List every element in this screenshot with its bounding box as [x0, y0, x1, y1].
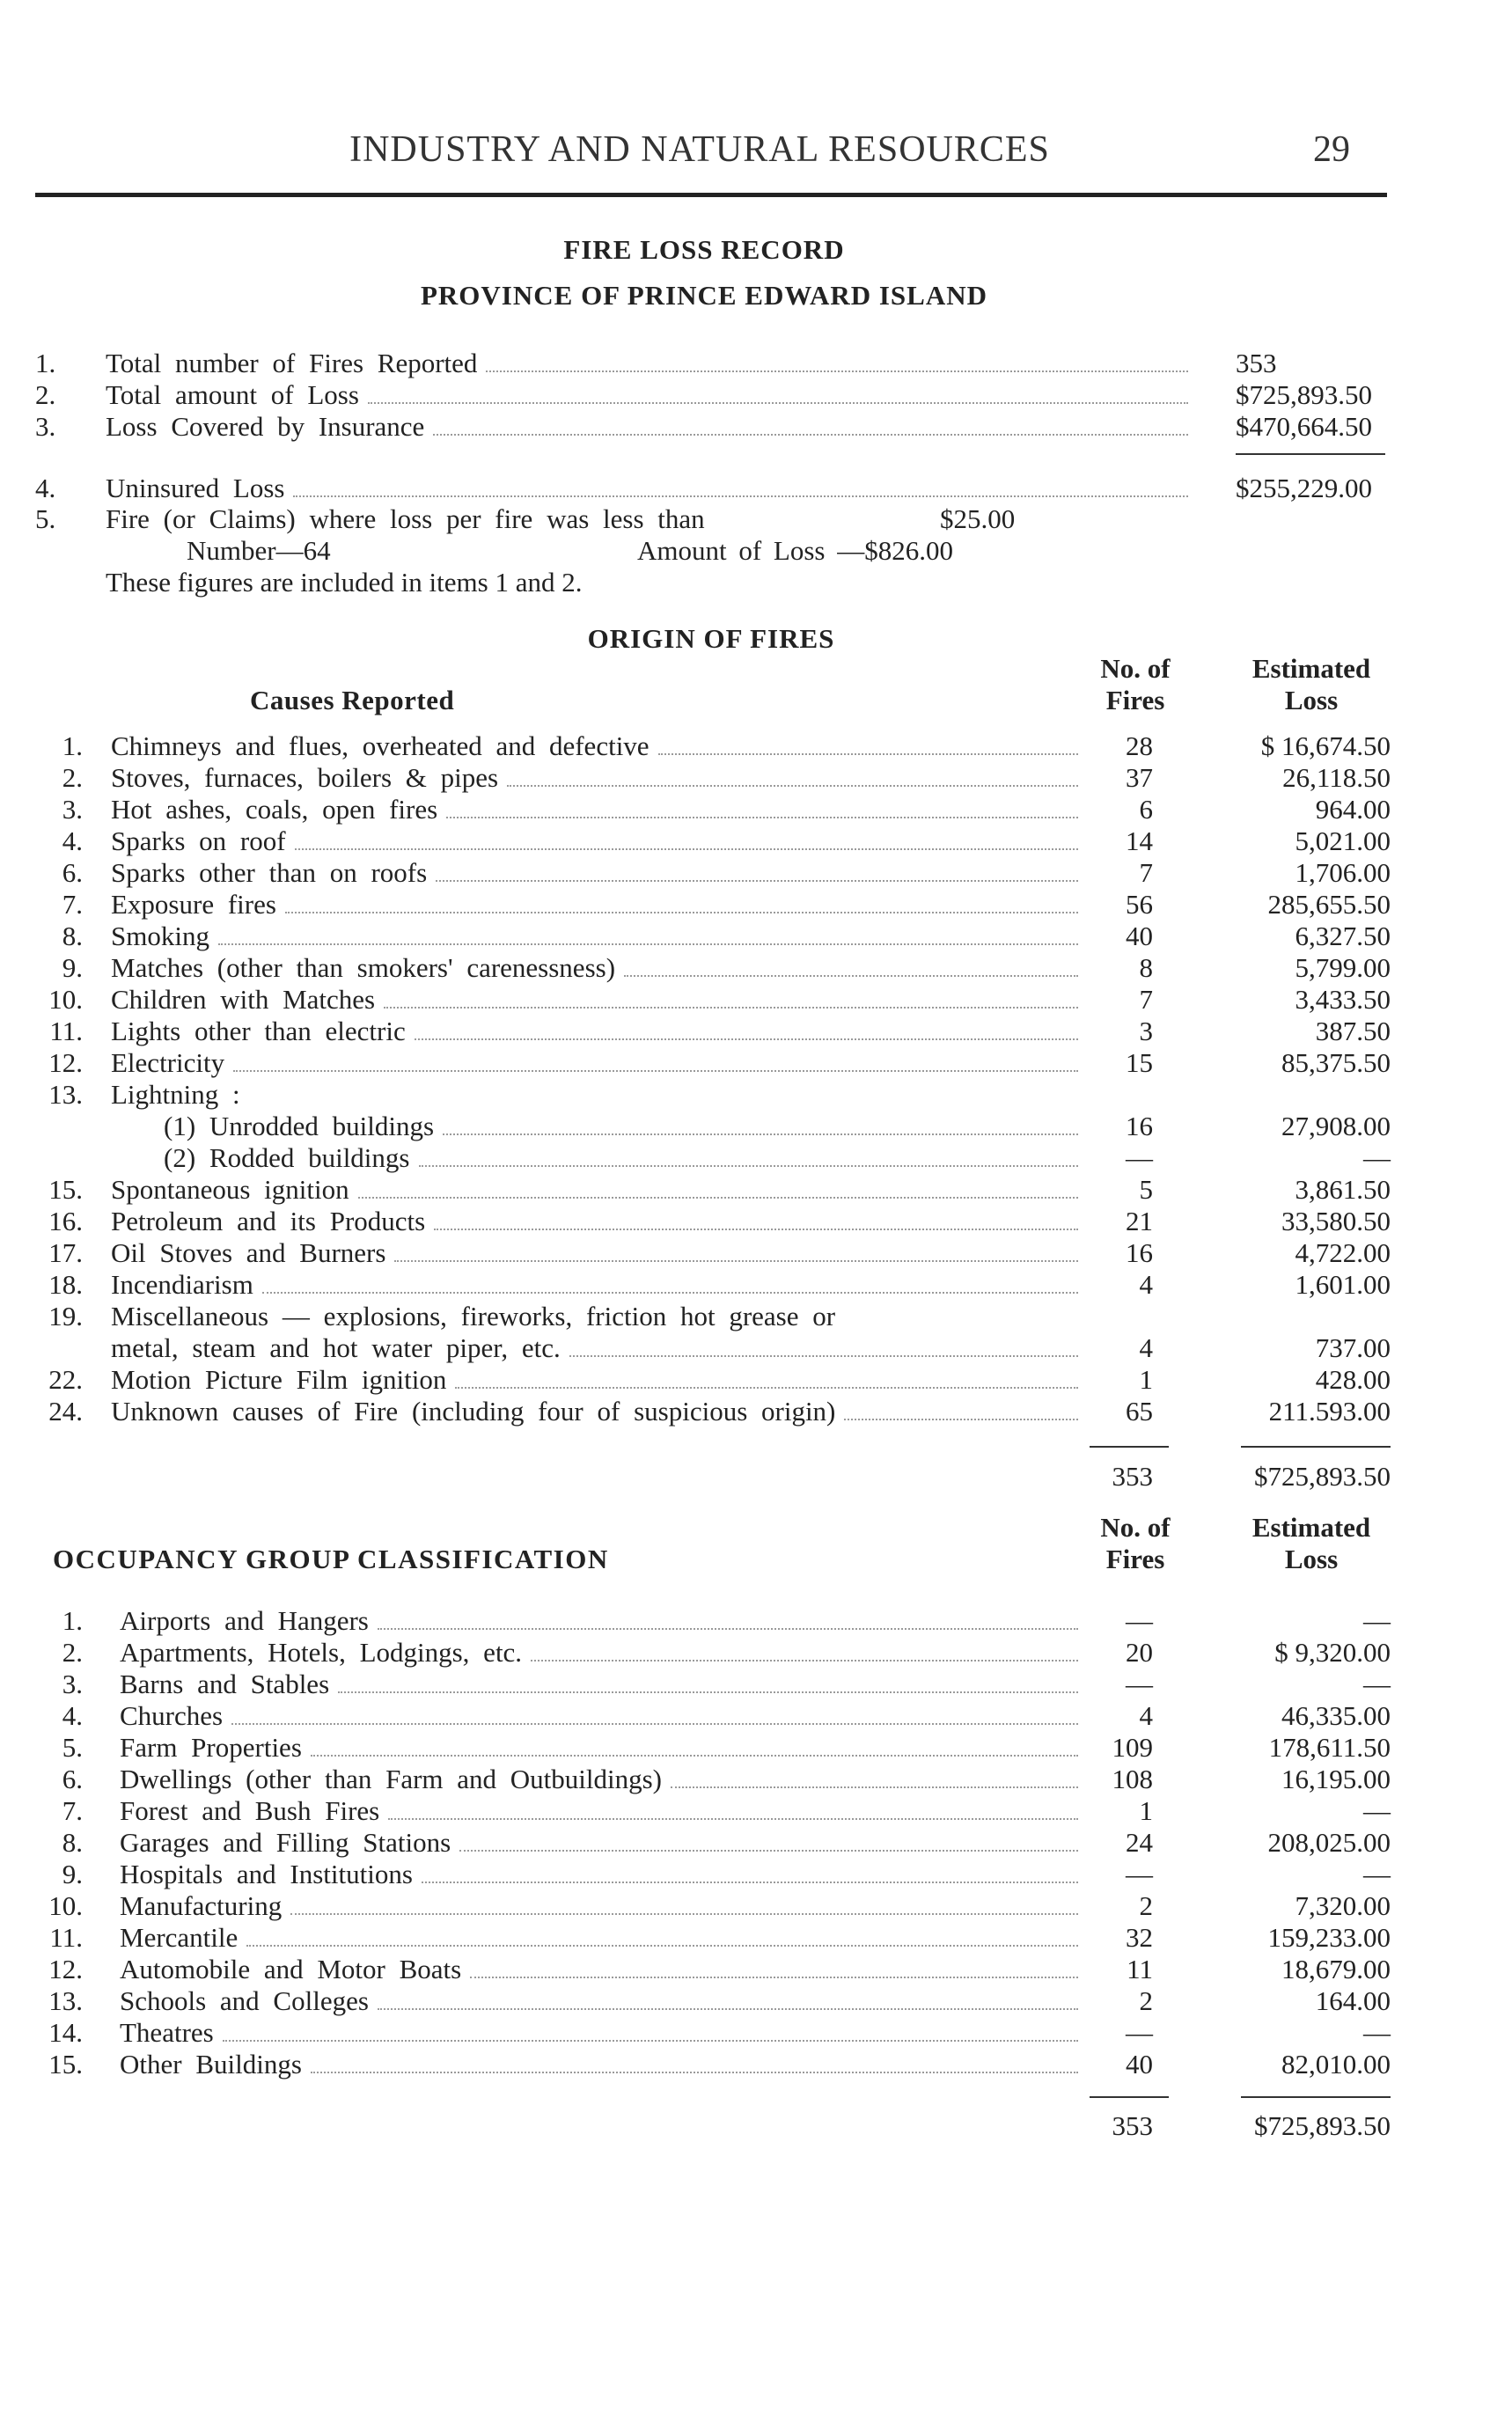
row-fires: 11	[1127, 1954, 1153, 1984]
row-fires: 5	[1139, 1174, 1153, 1205]
row-number: 22.	[48, 1364, 83, 1395]
origin-row	[0, 1237, 1512, 1269]
occ-row	[0, 1795, 1512, 1827]
row-loss: 27,908.00	[1281, 1111, 1391, 1141]
row-loss: 26,118.50	[1282, 762, 1391, 793]
row-label: Sparks other than on roofs	[111, 857, 428, 888]
item-value: $255,229.00	[1236, 473, 1372, 503]
item-5-detail	[0, 535, 1512, 567]
running-head: INDUSTRY AND NATURAL RESOURCES	[349, 129, 1050, 170]
item-number: 5.	[35, 503, 56, 534]
origin-title: ORIGIN OF FIRES	[587, 623, 835, 654]
row-number: 12.	[48, 1954, 83, 1984]
row-label: Theatres	[120, 2017, 214, 2048]
origin-row	[0, 857, 1512, 889]
dot-leader	[311, 1732, 1078, 1757]
dot-leader	[218, 921, 1078, 945]
origin-row	[0, 1016, 1512, 1047]
occ-total-loss: $725,893.50	[1254, 2110, 1391, 2141]
loss-header	[1223, 653, 1399, 716]
row-number: 11.	[49, 1016, 83, 1046]
origin-total-fires: 353	[1112, 1461, 1153, 1492]
row-loss: 164.00	[1315, 1985, 1391, 2016]
row-label: Chimneys and flues, overheated and defective	[111, 730, 650, 761]
fire-loss-title: FIRE LOSS RECORD	[563, 234, 845, 265]
row-loss: 737.00	[1315, 1332, 1391, 1363]
row-label: Lights other than electric	[111, 1016, 406, 1046]
row-fires: 32	[1126, 1922, 1153, 1953]
page-number: 29	[1313, 129, 1350, 170]
row-loss: $ 16,674.50	[1260, 730, 1391, 761]
row-fires: 4	[1139, 1332, 1153, 1363]
dot-leader	[507, 762, 1078, 787]
row-fires: 1	[1139, 1795, 1153, 1826]
row-loss: 46,335.00	[1281, 1700, 1391, 1731]
row-number: 1.	[62, 1605, 83, 1636]
row-fires: 1	[1139, 1364, 1153, 1395]
summary-item	[0, 348, 1512, 379]
row-loss: 428.00	[1315, 1364, 1391, 1395]
occ-row	[0, 1732, 1512, 1764]
row-label: Barns and Stables	[120, 1669, 330, 1699]
note-text: These figures are included in items 1 and 2.	[106, 567, 583, 598]
row-number: 15.	[48, 2049, 83, 2080]
dot-leader	[338, 1669, 1078, 1693]
row-loss: 85,375.50	[1281, 1047, 1391, 1078]
row-label: Smoking	[111, 921, 209, 951]
item-number: 3.	[35, 411, 56, 442]
row-fires: 24	[1126, 1827, 1153, 1858]
occ-row	[0, 1700, 1512, 1732]
item-number: 4.	[35, 473, 56, 503]
occ-row	[0, 1764, 1512, 1795]
row-loss: $ 9,320.00	[1274, 1637, 1391, 1668]
dot-leader	[293, 473, 1188, 497]
loss-header-line2: Loss	[1284, 685, 1339, 715]
row-number: 7.	[62, 889, 83, 920]
occ-row	[0, 1827, 1512, 1859]
row-fires: —	[1126, 1669, 1153, 1699]
row-loss: 7,320.00	[1295, 1890, 1391, 1921]
row-number: 2.	[62, 762, 83, 793]
row-number: 17.	[48, 1237, 83, 1268]
row-number: 19.	[48, 1301, 83, 1331]
row-fires: 3	[1139, 1016, 1153, 1046]
dot-leader	[384, 984, 1078, 1009]
row-loss: 5,021.00	[1295, 825, 1391, 856]
row-fires: 40	[1126, 2049, 1153, 2080]
origin-total-loss: $725,893.50	[1254, 1461, 1391, 1492]
row-number: 18.	[48, 1269, 83, 1300]
row-number: 8.	[62, 921, 83, 951]
row-fires: 7	[1139, 984, 1153, 1015]
row-fires: —	[1126, 1142, 1153, 1173]
row-loss: —	[1363, 1859, 1391, 1889]
row-label: (1) Unrodded buildings	[164, 1111, 435, 1141]
row-loss: 82,010.00	[1281, 2049, 1391, 2080]
dot-leader	[446, 794, 1078, 818]
fires-header-line2: Fires	[1105, 685, 1165, 715]
occ-total-fires: 353	[1112, 2110, 1153, 2141]
row-fires: 21	[1126, 1206, 1153, 1236]
dot-leader	[233, 1047, 1078, 1072]
amount-text: Amount of Loss —$826.00	[637, 535, 953, 566]
row-number: 10.	[48, 1890, 83, 1921]
dot-leader	[658, 730, 1078, 755]
item-number: 2.	[35, 379, 56, 410]
row-label: Petroleum and its Products	[111, 1206, 426, 1236]
dot-leader	[455, 1364, 1078, 1389]
row-loss: 33,580.50	[1281, 1206, 1391, 1236]
dot-leader	[470, 1954, 1078, 1978]
row-number: 5.	[62, 1732, 83, 1763]
fires-header	[1065, 653, 1206, 716]
dot-leader	[358, 1174, 1078, 1199]
origin-row	[0, 762, 1512, 794]
item-label: Uninsured Loss	[106, 473, 285, 503]
province-subtitle: PROVINCE OF PRINCE EDWARD ISLAND	[420, 280, 987, 311]
number-text: Number—64	[187, 535, 331, 566]
row-fires: 56	[1126, 889, 1153, 920]
row-fires: 4	[1139, 1269, 1153, 1300]
item-label: Fire (or Claims) where loss per fire was less than	[106, 503, 705, 534]
item-label: Total amount of Loss	[106, 379, 359, 410]
row-fires: 37	[1126, 762, 1153, 793]
dot-leader	[295, 825, 1078, 850]
row-number: 14.	[48, 2017, 83, 2048]
row-label: Automobile and Motor Boats	[120, 1954, 462, 1984]
row-label: Farm Properties	[120, 1732, 302, 1763]
row-number: 11.	[49, 1922, 83, 1953]
dot-leader	[433, 411, 1188, 436]
row-number: 1.	[62, 730, 83, 761]
row-label: Airports and Hangers	[120, 1605, 369, 1636]
origin-row	[0, 730, 1512, 762]
occ-loss-header-line1: Estimated	[1251, 1512, 1371, 1543]
row-fires: 6	[1139, 794, 1153, 825]
occ-row	[0, 1890, 1512, 1922]
occ-total-row	[0, 2110, 1512, 2142]
row-loss: 211.593.00	[1268, 1396, 1391, 1427]
row-number: 9.	[62, 952, 83, 983]
row-label: Apartments, Hotels, Lodgings, etc.	[120, 1637, 523, 1668]
row-label: Forest and Bush Fires	[120, 1795, 380, 1826]
row-loss: 1,601.00	[1295, 1269, 1391, 1300]
row-fires: —	[1126, 2017, 1153, 2048]
fires-header-line1: No. of	[1100, 653, 1171, 684]
row-number: 4.	[62, 1700, 83, 1731]
origin-row	[0, 1079, 1512, 1111]
row-label: Oil Stoves and Burners	[111, 1237, 386, 1268]
dot-leader	[531, 1637, 1078, 1661]
row-loss: 387.50	[1315, 1016, 1391, 1046]
dot-leader	[486, 348, 1188, 372]
origin-row	[0, 921, 1512, 952]
row-label: Garages and Filling Stations	[120, 1827, 451, 1858]
row-label: Sparks on roof	[111, 825, 286, 856]
occ-fires-header-line1: No. of	[1100, 1512, 1171, 1543]
dot-leader	[419, 1142, 1079, 1167]
dot-leader	[378, 1605, 1078, 1630]
row-fires: 4	[1139, 1700, 1153, 1731]
summary-item	[0, 379, 1512, 411]
row-label: Spontaneous ignition	[111, 1174, 349, 1205]
row-number: 3.	[62, 1669, 83, 1699]
row-label: Manufacturing	[120, 1890, 283, 1921]
row-fires: 65	[1126, 1396, 1153, 1427]
row-loss: 159,233.00	[1267, 1922, 1391, 1953]
dot-leader	[443, 1111, 1078, 1135]
origin-row	[0, 1174, 1512, 1206]
row-loss: 6,327.50	[1295, 921, 1391, 951]
row-label: Miscellaneous — explosions, fireworks, friction hot grease or	[111, 1301, 836, 1331]
dot-leader	[368, 379, 1188, 404]
dot-leader	[378, 1985, 1078, 2010]
origin-row	[0, 1206, 1512, 1237]
row-number: 9.	[62, 1859, 83, 1889]
row-loss: —	[1363, 1795, 1391, 1826]
occ-loss-rule	[1241, 2096, 1391, 2098]
row-label: Hospitals and Institutions	[120, 1859, 413, 1889]
row-fires: 20	[1126, 1637, 1153, 1668]
dot-leader	[422, 1859, 1078, 1883]
row-loss: —	[1363, 1605, 1391, 1636]
row-label: Motion Picture Film ignition	[111, 1364, 447, 1395]
dot-leader	[262, 1269, 1078, 1294]
row-loss: 964.00	[1315, 794, 1391, 825]
row-label: (2) Rodded buildings	[164, 1142, 410, 1173]
origin-row	[0, 1301, 1512, 1332]
row-fires: 16	[1126, 1111, 1153, 1141]
item-number: 1.	[35, 348, 56, 378]
dot-leader	[434, 1206, 1078, 1230]
item-label: Loss Covered by Insurance	[106, 411, 425, 442]
row-label: Unknown causes of Fire (including four of suspicious origin)	[111, 1396, 836, 1427]
occ-row	[0, 1605, 1512, 1637]
item-value: $725,893.50	[1236, 379, 1372, 410]
dot-leader	[231, 1700, 1078, 1725]
occ-fires-rule	[1090, 2096, 1169, 2098]
occ-loss-header	[1223, 1512, 1399, 1575]
origin-total-row	[0, 1461, 1512, 1493]
row-label: metal, steam and hot water piper, etc.	[111, 1332, 561, 1363]
origin-row	[0, 889, 1512, 921]
occ-row	[0, 1669, 1512, 1700]
row-label: Churches	[120, 1700, 224, 1731]
dot-leader	[388, 1795, 1078, 1820]
origin-row	[0, 1111, 1512, 1142]
occ-row	[0, 2049, 1512, 2080]
row-fires: 15	[1126, 1047, 1153, 1078]
row-number: 15.	[48, 1174, 83, 1205]
occ-row	[0, 1922, 1512, 1954]
dot-leader	[569, 1332, 1078, 1357]
summary-rule	[1236, 453, 1385, 455]
dot-leader	[415, 1016, 1078, 1040]
row-number: 3.	[62, 794, 83, 825]
note-line	[0, 567, 1512, 598]
item-value: 353	[1236, 348, 1277, 378]
row-fires: 7	[1139, 857, 1153, 888]
row-loss: 3,433.50	[1295, 984, 1391, 1015]
row-label: Matches (other than smokers' carenessness)	[111, 952, 616, 983]
origin-row	[0, 1364, 1512, 1396]
row-fires: 108	[1112, 1764, 1153, 1794]
occ-row	[0, 1859, 1512, 1890]
row-fires: 14	[1126, 825, 1153, 856]
row-label: Other Buildings	[120, 2049, 302, 2080]
occ-fires-header	[1065, 1512, 1206, 1575]
row-label: Children with Matches	[111, 984, 376, 1015]
origin-row	[0, 1332, 1512, 1364]
header-rule	[35, 193, 1387, 197]
row-fires: —	[1126, 1859, 1153, 1889]
row-loss: 3,861.50	[1295, 1174, 1391, 1205]
dot-leader	[290, 1890, 1078, 1915]
occ-loss-header-line2: Loss	[1284, 1544, 1339, 1574]
origin-row	[0, 1142, 1512, 1174]
row-fires: 109	[1112, 1732, 1153, 1763]
item-threshold: $25.00	[940, 503, 1016, 534]
dot-leader	[624, 952, 1078, 977]
row-loss: 285,655.50	[1267, 889, 1391, 920]
origin-row	[0, 1047, 1512, 1079]
row-label: Schools and Colleges	[120, 1985, 369, 2016]
row-loss: 5,799.00	[1295, 952, 1391, 983]
origin-row	[0, 794, 1512, 825]
occ-row	[0, 1637, 1512, 1669]
occ-row	[0, 1954, 1512, 1985]
origin-row	[0, 984, 1512, 1016]
loss-header-line1: Estimated	[1251, 653, 1371, 684]
row-number: 10.	[48, 984, 83, 1015]
row-number: 16.	[48, 1206, 83, 1236]
row-number: 6.	[62, 1764, 83, 1794]
summary-item	[0, 411, 1512, 443]
row-loss: 1,706.00	[1295, 857, 1391, 888]
origin-row	[0, 1269, 1512, 1301]
origin-loss-rule	[1241, 1446, 1391, 1448]
row-number: 13.	[48, 1985, 83, 2016]
occupancy-title: OCCUPANCY GROUP CLASSIFICATION	[53, 1544, 609, 1574]
row-number: 2.	[62, 1637, 83, 1668]
dot-leader	[459, 1827, 1078, 1852]
origin-row	[0, 825, 1512, 857]
row-number: 13.	[48, 1079, 83, 1110]
row-label: Exposure fires	[111, 889, 276, 920]
dot-leader	[436, 857, 1078, 882]
row-loss: —	[1363, 2017, 1391, 2048]
row-fires: 28	[1126, 730, 1153, 761]
row-label: Incendiarism	[111, 1269, 253, 1300]
row-number: 7.	[62, 1795, 83, 1826]
origin-fires-rule	[1090, 1446, 1169, 1448]
dot-leader	[671, 1764, 1078, 1788]
dot-leader	[311, 2049, 1078, 2073]
row-fires: 2	[1139, 1985, 1153, 2016]
item-value: $470,664.50	[1236, 411, 1372, 442]
row-fires: 2	[1139, 1890, 1153, 1921]
row-fires: 8	[1139, 952, 1153, 983]
row-loss: —	[1363, 1142, 1391, 1173]
causes-header: Causes Reported	[250, 685, 455, 715]
row-number: 24.	[48, 1396, 83, 1427]
summary-item-5	[0, 503, 1512, 535]
occ-fires-header-line2: Fires	[1105, 1544, 1165, 1574]
origin-row	[0, 1396, 1512, 1427]
row-number: 12.	[48, 1047, 83, 1078]
row-loss: 18,679.00	[1281, 1954, 1391, 1984]
row-number: 6.	[62, 857, 83, 888]
occ-row	[0, 2017, 1512, 2049]
row-label: Mercantile	[120, 1922, 239, 1953]
row-label: Hot ashes, coals, open fires	[111, 794, 438, 825]
row-loss: 178,611.50	[1268, 1732, 1391, 1763]
dot-leader	[246, 1922, 1078, 1947]
row-number: 8.	[62, 1827, 83, 1858]
row-loss: 208,025.00	[1267, 1827, 1391, 1858]
row-label: Dwellings (other than Farm and Outbuildings)	[120, 1764, 662, 1794]
summary-item	[0, 473, 1512, 504]
dot-leader	[285, 889, 1078, 913]
row-label: Electricity	[111, 1047, 225, 1078]
dot-leader	[844, 1396, 1078, 1420]
row-fires: 16	[1126, 1237, 1153, 1268]
row-label: Lightning :	[111, 1079, 240, 1110]
row-label: Stoves, furnaces, boilers & pipes	[111, 762, 499, 793]
occ-row	[0, 1985, 1512, 2017]
row-loss: —	[1363, 1669, 1391, 1699]
dot-leader	[394, 1237, 1078, 1262]
item-label: Total number of Fires Reported	[106, 348, 478, 378]
row-loss: 4,722.00	[1295, 1237, 1391, 1268]
row-loss: 16,195.00	[1281, 1764, 1391, 1794]
dot-leader	[223, 2017, 1078, 2042]
row-fires: —	[1126, 1605, 1153, 1636]
origin-row	[0, 952, 1512, 984]
row-number: 4.	[62, 825, 83, 856]
row-fires: 40	[1126, 921, 1153, 951]
